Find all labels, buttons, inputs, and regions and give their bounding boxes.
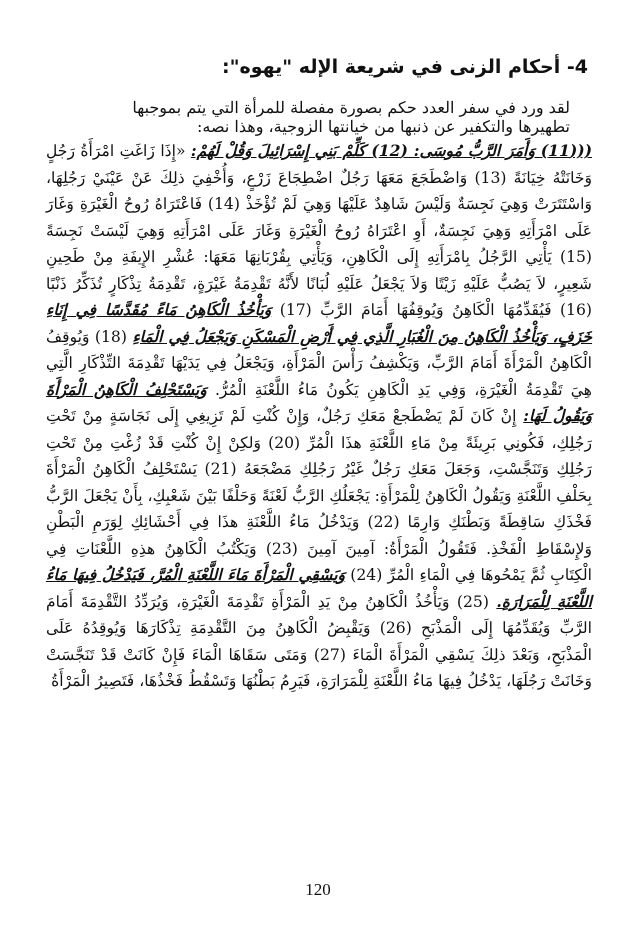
emphasized-passage: وَيَأْخُذُ الْكَاهِنُ مَاءً مُقَدَّسًا فِي إِنَاءِ خَزَفٍ، وَيَأْخُذُ الْكَاهِنُ مِنَ الْغُبَارِ الَّذِي فِي أَرْضِ الْمَسْكَنِ وَيَجْعَلُ فِي الْمَاءِ (46, 300, 592, 346)
scripture-quotation (46, 138, 592, 695)
emphasized-passage: (((11) وَأَمَرَ الرَّبُّ مُوسَى: (12) كَلِّمْ بَنِي إِسْرَائِيلَ وَقُلْ لَهُمْ: (190, 141, 592, 160)
intro-paragraph: لقد ورد في سفر العدد حكم بصورة مفصلة للمرأة التي يتم بموجبها تطهيرها والتكفير عن ذنبها من خيانتها الزوجية، وهذا نصه: (132, 98, 570, 136)
emphasized-passage: وَيَسْتَحْلِفُ الْكَاهِنُ الْمَرْأَةَ وَيَقُولُ لَهَا: (46, 379, 593, 425)
section-heading: 4- أحكام الزنى في شريعة الإله "يهوه": (221, 56, 588, 78)
passage-text: (18) وَيُوقِفُ الْكَاهِنُ الْمَرْأَةَ أَمَامَ الرَّبِّ، وَيَكْشِفُ رَأْسَ الْمَرْأَةِ، وَيَجْعَلُ فِي يَدَيْهَا تَقْدِمَةَ التِّذْكَارِ الَّتِي هِيَ تَقْدِمَةُ الْغَيْرَةِ، وَفِي يَدِ الْكَاهِنِ يَكُونُ مَاءُ اللَّعْنَةِ الْمُرُّ. (46, 327, 592, 399)
passage-text: إِنْ كَانَ لَمْ يَضْطَجعْ مَعَكِ رَجُلٌ، وَإِنْ كُنْتِ لَمْ تَزِيغِي إِلَى نَجَاسَةٍ مِنْ تَحْتِ رَجُلِكِ، فَكُونِي بَرِيئَةً مِنْ مَاءِ اللَّعْنَةِ هذَا الْمُرِّ (20) وَلكِنْ إِنْ كُنْتِ قَدْ زُغْتِ مِنْ تَحْتِ رَجُلِكِ وَتَنَجَّسْتِ، وَجَعَلَ مَعَكِ رَجُلٌ غَيْرُ رَجُلِكِ مَضْجَعَهُ (21) يَسْتَحْلِفُ الْكَاهِنُ الْمَرْأَةَ بِحَلْفِ اللَّعْنَةِ وَيَقُولُ الْكَاهِنُ لِلْمَرْأَةِ: يَجْعَلُكِ الرَّبُّ لَعْنَةً وَحَلْفًا بَيْنَ شَعْبِكِ، بِأَنْ يَجْعَلَ الرَّبُّ فَخْذَكِ سَاقِطَةً وَبَطْنَكِ وَارِمًا (22) وَيَدْخُلُ مَاءُ اللَّعْنَةِ هذَا فِي أَحْشَائِكِ لِوَرَمِ الْبَطْنِ وَلإِسْقَاطِ الْفَخْذِ. فَتَقُولُ الْمَرْأَةُ: آمِينَ آمِينَ (23) وَيَكْتُبُ الْكَاهِنُ هذِهِ اللَّعْنَاتِ فِي الْكِتَابِ ثُمَّ يَمْحُوهَا فِي الْمَاءِ الْمُرِّ (24) (46, 407, 593, 584)
page-number: 120 (305, 880, 331, 899)
passage-text: (25) وَيَأْخُذُ الْكَاهِنُ مِنْ يَدِ الْمَرْأَةِ تَقْدِمَةَ الْغَيْرَةِ، وَيُرَدِّدُ التَّقْدِمَةَ أَمَامَ الرَّبِّ وَيُقَدِّمُهَا إِلَى الْمَذْبَحِ (26) وَيَقْبِضُ الْكَاهِنُ مِنَ التَّقْدِمَةِ تِذْكَارَهَا وَيُوقِدُهُ عَلَى الْمَذْبَحِ، وَبَعْدَ ذلِكَ يَسْقِي الْمَرْأَةَ الْمَاءَ (27) وَمَتَى سَقَاهَا الْمَاءَ فَإِنْ كَانَتْ قَدْ تَنَجَّسَتْ وَخَانَتْ رَجُلَهَا، يَدْخُلُ فِيهَا مَاءُ اللَّعْنَةِ لِلْمَرَارَةِ، فَيَرِمُ بَطْنُهَا وَتَسْقُطُ فَخْذُهَا، فَتَصِيرُ الْمَرْأَةُ (46, 592, 592, 690)
emphasized-passage: وَيَسْقِي الْمَرْأَةَ مَاءَ اللَّعْنَةِ الْمُرَّ، فَيَدْخُلُ فِيهَا مَاءُ اللَّعْنَةِ لِلْمَرَارَةِ. (46, 565, 592, 611)
passage-text: «إِذَا زَاغَتِ امْرَأَةُ رَجُلٍ وَخَانَتْهُ خِيَانَةً (13) وَاضْطَجَعَ مَعَهَا رَجُلٌ اضْطِجَاعَ زَرْعٍ، وَأُخْفِيَ ذلِكَ عَنْ عَيْنَيْ رَجُلِهَا، وَاسْتَتَرَتْ وَهِيَ نَجِسَةٌ وَلَيْسَ شَاهِدٌ عَلَيْهَا وَهِيَ لَمْ تُؤْخَذْ (14) فَاعْتَرَاهُ رُوحُ الْغَيْرَةِ وَغَارَ عَلَى امْرَأَتِهِ وَهِيَ نَجِسَةٌ، أَوِ اعْتَرَاهُ رُوحُ الْغَيْرَةِ وَغَارَ عَلَى امْرَأَتِهِ وَهِيَ لَيْسَتْ نَجِسَةً (15) يَأْتِي الرَّجُلُ بِامْرَأَتِهِ إِلَى الْكَاهِنِ، وَيَأْتِي بِقُرْبَانِهَا مَعَهَا: عُشْرِ الإِيفَةِ مِنْ طَحِينِ شَعِيرٍ، لاَ يَصُبُّ عَلَيْهِ زَيْتًا وَلاَ يَجْعَلُ عَلَيْهِ لُبَانًا لأَنَّهُ تَقْدِمَةُ غَيْرَةٍ، تَقْدِمَةُ تِذْكَارٍ تُذَكِّرُ ذَنْبًا (16) فَيُقَدِّمُهَا الْكَاهِنُ وَيُوقِفُهَا أَمَامَ الرَّبِّ (17) (46, 142, 592, 319)
